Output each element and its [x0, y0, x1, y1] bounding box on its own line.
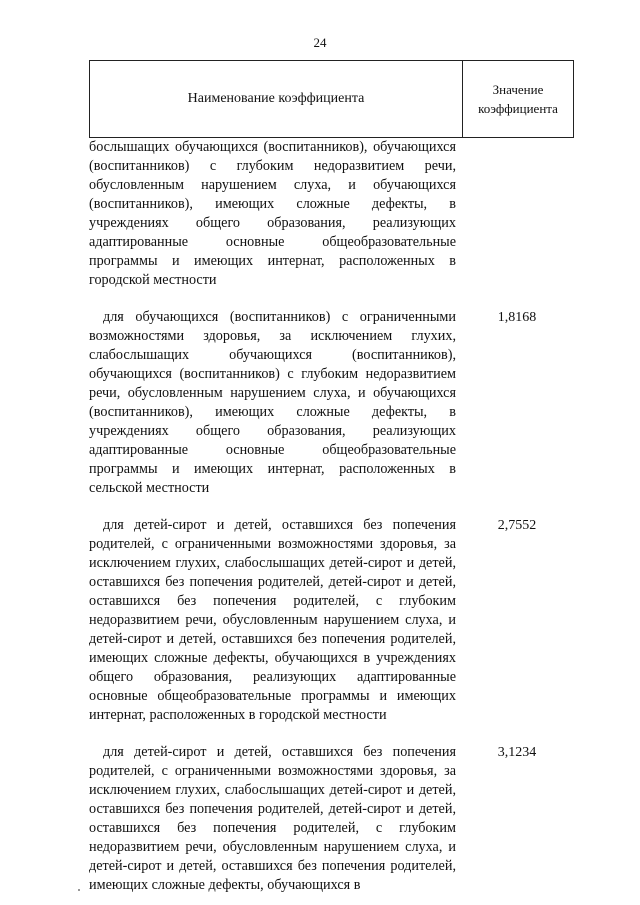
row-description: для обучающихся (воспитанников) с ограниченными возможностями здоровья, за исключением глухих, слабослышащих обучающихся (воспитанников), обучающихся (воспитанников) с глубоким недоразвитием речи, обусловленным нарушением слуха, и обучающихся (воспитанников), имеющих сложные дефекты, в учреждениях общего образования, реализующих адаптированные основные общеобразовательные программы и имеющих интернат, расположенных в сельской местности	[89, 309, 456, 496]
table-row	[89, 743, 574, 895]
row-description: для детей-сирот и детей, оставшихся без попечения родителей, с ограниченными возможностями здоровья, за исключением глухих, слабослышащих детей-сирот и детей, оставшихся без попечения родителей, детей-сирот и детей, оставшихся без попечения родителей, с глубоким недоразвитием речи, обусловленным нарушением слуха, и детей-сирот и детей, оставшихся без попечения родителей, имеющих сложные дефекты, обучающихся в учреждениях общего образования, реализующих адаптированные основные общеобразовательные программы и имеющих интернат, расположенных в городской местности	[89, 517, 456, 723]
coefficient-table	[89, 60, 574, 895]
row-value: 1,8168	[497, 310, 537, 325]
table-row	[89, 138, 574, 290]
table-row	[89, 516, 574, 725]
row-value	[460, 138, 574, 290]
row-value: 3,1234	[497, 745, 537, 760]
header-coefficient-name: Наименование коэффициента	[90, 61, 463, 137]
header-coefficient-value: Значение коэффициента	[478, 82, 558, 116]
row-description: для детей-сирот и детей, оставшихся без попечения родителей, с ограниченными возможностями здоровья, за исключением глухих, слабослышащих детей-сирот и детей, оставшихся без попечения родителей, детей-сирот и детей, оставшихся без попечения родителей, с глубоким недоразвитием речи, обусловленным нарушением слуха, и детей-сирот и детей, оставшихся без попечения родителей, имеющих сложные дефекты, обучающихся в	[89, 744, 456, 893]
table-header	[89, 60, 574, 138]
row-value: 2,7552	[497, 518, 537, 533]
scan-speck	[78, 889, 80, 891]
page-number: 24	[313, 35, 327, 50]
table-row	[89, 308, 574, 498]
row-description: бослышащих обучающихся (воспитанников), обучающихся (воспитанников) с глубоким недоразвитием речи, обусловленным нарушением слуха, и обучающихся (воспитанников), имеющих сложные дефекты, в учреждениях общего образования, реализующих адаптированные основные общеобразовательные программы и имеющих интернат, расположенных в городской местности	[89, 139, 456, 288]
